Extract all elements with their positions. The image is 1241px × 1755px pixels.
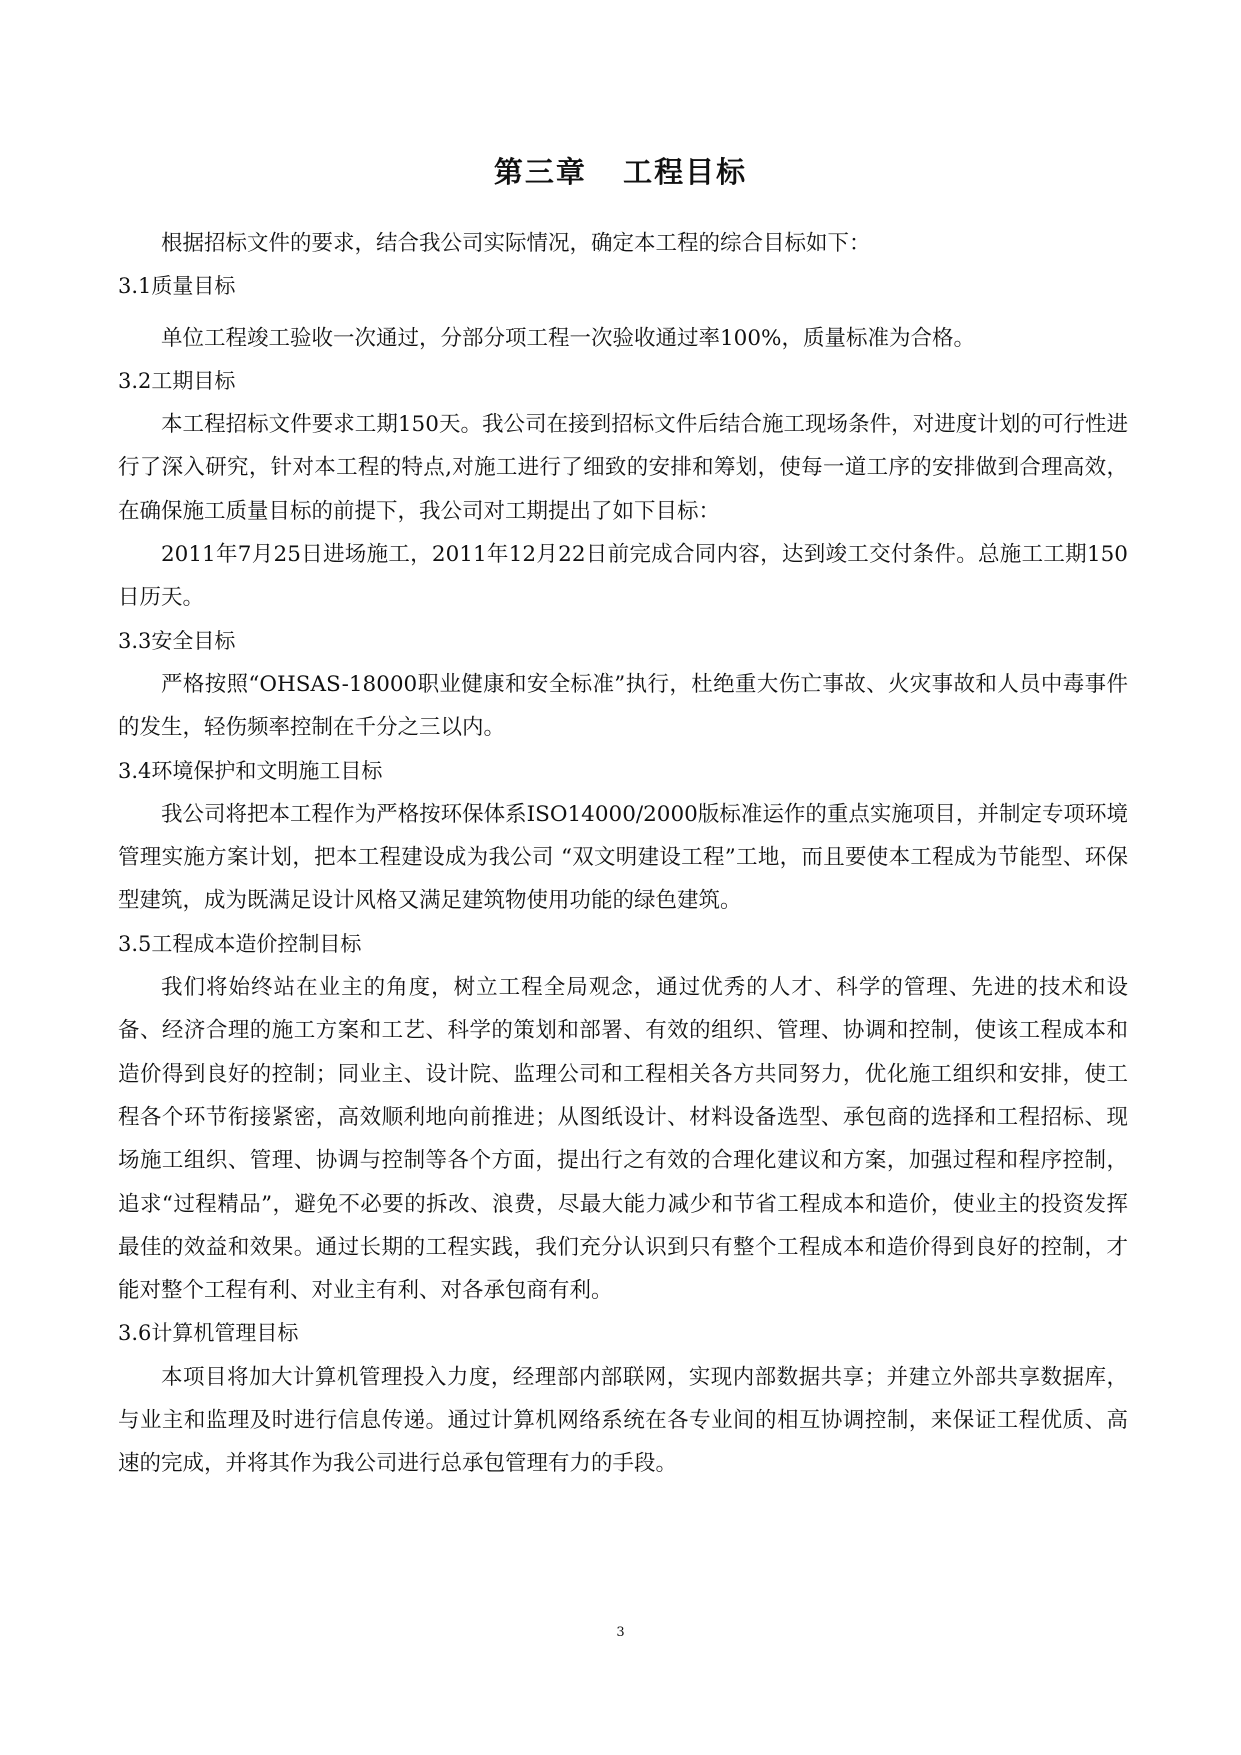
- section-heading-environment: 3.4环境保护和文明施工目标: [118, 758, 383, 783]
- section-heading-quality: 3.1质量目标: [118, 274, 236, 299]
- schedule-paragraph-2: 2011年7月25日进场施工，2011年12月22日前完成合同内容，达到竣工交付条件。总施工工期150日历天。: [118, 542, 1128, 611]
- document-body: [118, 222, 1128, 1486]
- page-number: 3: [616, 1625, 625, 1640]
- section-heading-safety: 3.3安全目标: [118, 628, 236, 653]
- schedule-paragraph-1: 本工程招标文件要求工期150天。我公司在接到招标文件后结合施工现场条件，对进度计划的可行性进行了深入研究，针对本工程的特点,对施工进行了细致的安排和筹划，使每一道工序的安排做到合理高效，在确保施工质量目标的前提下，我公司对工期提出了如下目标：: [118, 412, 1128, 524]
- cost-paragraph: 我们将始终站在业主的角度，树立工程全局观念，通过优秀的人才、科学的管理、先进的技术和设备、经济合理的施工方案和工艺、科学的策划和部署、有效的组织、管理、协调和控制，使该工程成本和造价得到良好的控制；同业主、设计院、监理公司和工程相关各方共同努力，优化施工组织和安排，使工程各个环节衔接紧密，高效顺利地向前推进；从图纸设计、材料设备选型、承包商的选择和工程招标、现场施工组织、管理、协调与控制等各个方面，提出行之有效的合理化建议和方案，加强过程和程序控制，追求“过程精品”，避免不必要的拆改、浪费，尽最大能力减少和节省工程成本和造价，使业主的投资发挥最佳的效益和效果。通过长期的工程实践，我们充分认识到只有整个工程成本和造价得到良好的控制，才能对整个工程有利、对业主有利、对各承包商有利。: [118, 975, 1128, 1304]
- section-heading-cost: 3.5工程成本造价控制目标: [118, 931, 362, 956]
- chapter-title: 第三章 工程目标: [493, 155, 748, 189]
- environment-paragraph: 我公司将把本工程作为严格按环保体系ISO14000/2000版标准运作的重点实施项目，并制定专项环境管理实施方案计划，把本工程建设成为我公司 “双文明建设工程”工地，而且要使本工程成为节能型、环保型建筑，成为既满足设计风格又满足建筑物使用功能的绿色建筑。: [118, 801, 1128, 914]
- section-heading-computer: 3.6计算机管理目标: [118, 1321, 299, 1346]
- computer-paragraph: 本项目将加大计算机管理投入力度，经理部内部联网，实现内部数据共享；并建立外部共享数据库，与业主和监理及时进行信息传递。通过计算机网络系统在各专业间的相互协调控制，来保证工程优质、高速的完成，并将其作为我公司进行总承包管理有力的手段。: [118, 1364, 1128, 1477]
- quality-paragraph: 单位工程竣工验收一次通过，分部分项工程一次验收通过率100%，质量标准为合格。: [161, 325, 975, 351]
- section-heading-schedule: 3.2工期目标: [118, 368, 236, 393]
- intro-paragraph: 根据招标文件的要求，结合我公司实际情况，确定本工程的综合目标如下：: [161, 231, 871, 256]
- safety-paragraph: 严格按照“OHSAS-18000职业健康和安全标准”执行，杜绝重大伤亡事故、火灾事故和人员中毒事件的发生，轻伤频率控制在千分之三以内。: [118, 671, 1128, 741]
